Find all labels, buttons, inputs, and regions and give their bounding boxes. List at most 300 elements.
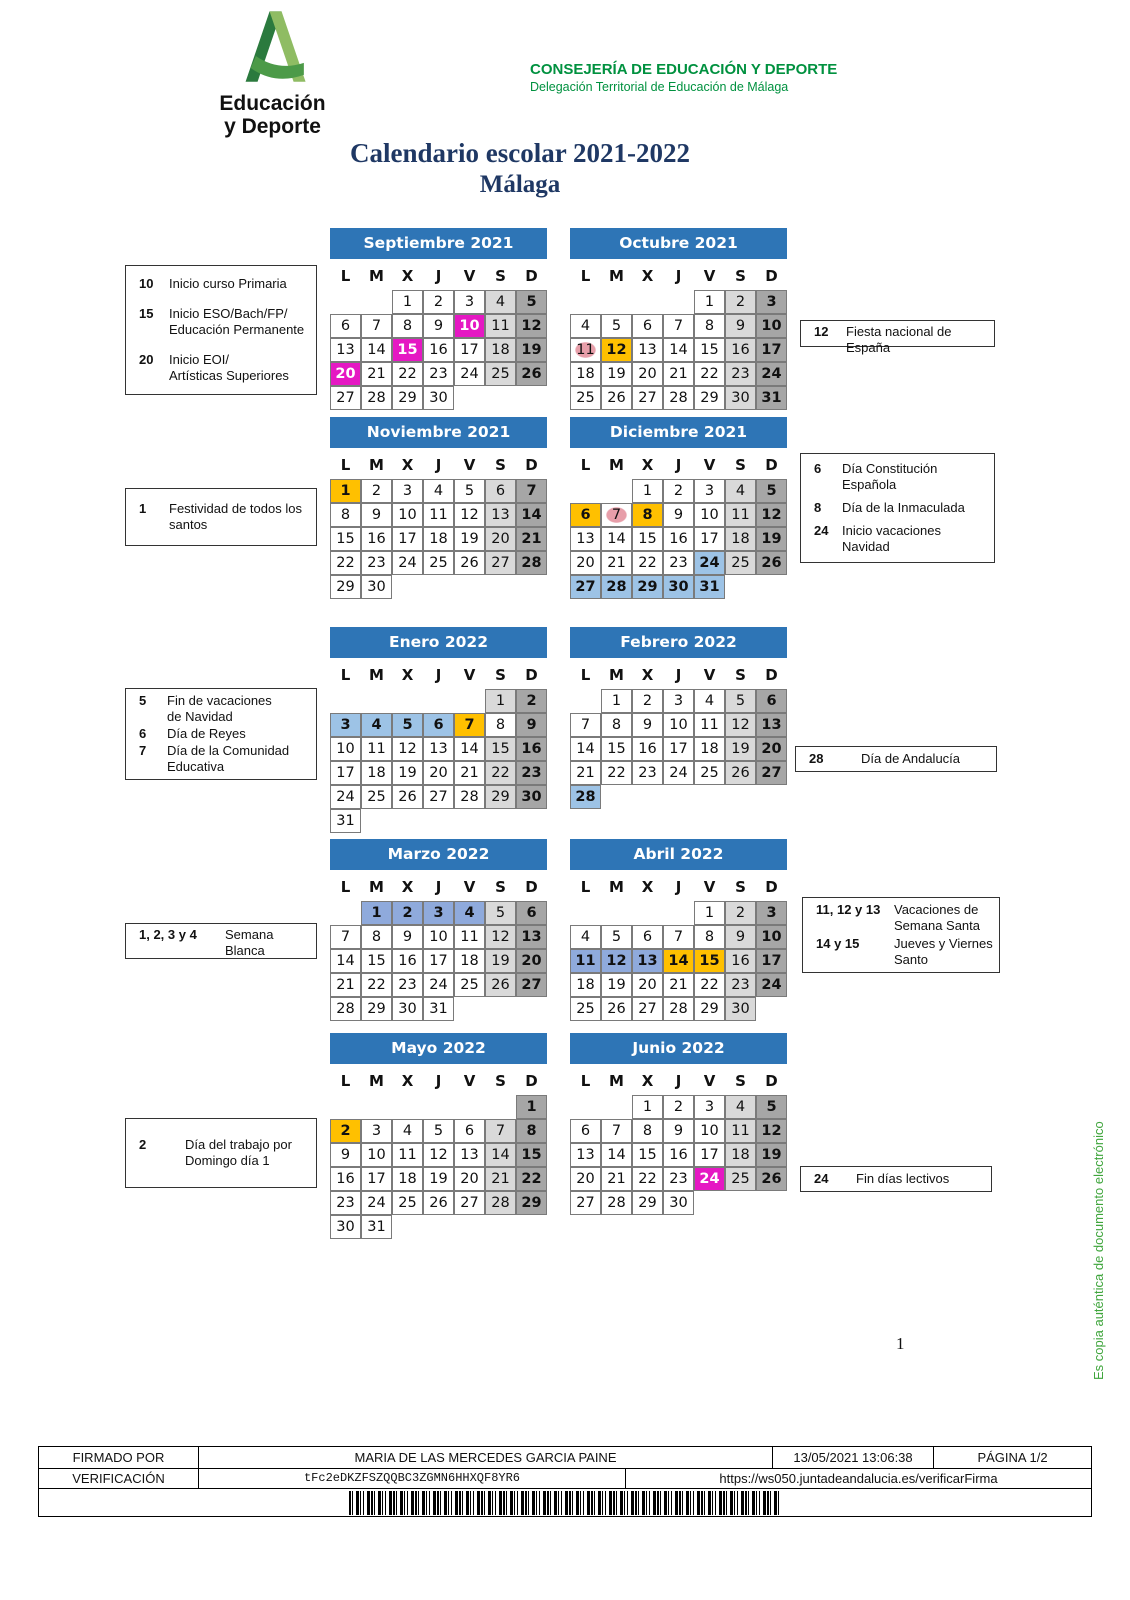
day-cell: 9	[663, 503, 694, 527]
weekday-letter: M	[369, 456, 384, 474]
empty-cell	[725, 1191, 756, 1215]
legend-enero	[125, 688, 317, 780]
weekday-letter: M	[609, 1072, 624, 1090]
month-title: Junio 2022	[570, 1033, 787, 1064]
weekday-letter: X	[641, 666, 654, 684]
weekday-header-row	[570, 451, 787, 479]
empty-cell	[392, 575, 423, 599]
day-cell: 17	[694, 527, 725, 551]
legend-abril	[802, 897, 1000, 973]
day-cell: 30	[423, 386, 454, 410]
signature-row	[38, 1446, 1092, 1469]
weekday-letter: V	[463, 1072, 476, 1090]
day-cell: 5	[756, 1095, 787, 1119]
day-cell: 27	[632, 997, 663, 1021]
day-cell: 15	[601, 737, 632, 761]
day-cell: 11	[361, 737, 392, 761]
day-cell: 19	[485, 949, 516, 973]
day-cell: 20	[632, 362, 663, 386]
day-cell: 11	[694, 713, 725, 737]
day-cell: 18	[361, 761, 392, 785]
empty-cell	[485, 386, 516, 410]
day-cell: 25	[725, 1167, 756, 1191]
weekday-letter: L	[340, 456, 351, 474]
day-cell: 20	[485, 527, 516, 551]
empty-cell	[516, 575, 547, 599]
month-grid	[330, 479, 547, 599]
legend-day-number: 6	[814, 460, 822, 476]
day-cell: 19	[601, 973, 632, 997]
day-cell: 10	[454, 314, 485, 338]
month-grid	[330, 290, 547, 410]
day-cell: 15	[694, 949, 725, 973]
day-cell: 22	[632, 1167, 663, 1191]
day-cell: 13	[454, 1143, 485, 1167]
weekday-letter: J	[435, 878, 442, 896]
day-cell: 9	[392, 925, 423, 949]
day-cell: 11	[485, 314, 516, 338]
day-cell: 16	[663, 1143, 694, 1167]
day-cell: 11	[725, 1119, 756, 1143]
day-cell: 26	[485, 973, 516, 997]
weekday-letter: M	[609, 267, 624, 285]
day-cell: 8	[485, 713, 516, 737]
day-cell: 3	[694, 479, 725, 503]
empty-cell	[725, 785, 756, 809]
weekday-letter: S	[495, 666, 506, 684]
day-cell: 15	[632, 527, 663, 551]
day-cell: 12	[601, 949, 632, 973]
day-cell: 24	[756, 973, 787, 997]
day-cell: 26	[423, 1191, 454, 1215]
day-cell: 9	[423, 314, 454, 338]
empty-cell	[392, 809, 423, 833]
day-cell: 29	[632, 1191, 663, 1215]
day-cell: 8	[330, 503, 361, 527]
day-cell: 16	[516, 737, 547, 761]
day-cell: 24	[361, 1191, 392, 1215]
day-cell: 22	[694, 362, 725, 386]
day-cell: 21	[330, 973, 361, 997]
day-cell: 3	[694, 1095, 725, 1119]
day-cell: 31	[694, 575, 725, 599]
legend-entry	[139, 693, 312, 725]
day-cell: 3	[756, 901, 787, 925]
day-cell: 31	[361, 1215, 392, 1239]
day-cell: 14	[663, 338, 694, 362]
day-cell: 30	[663, 1191, 694, 1215]
signature-datetime: 13/05/2021 13:06:38	[773, 1447, 934, 1468]
junta-andalucia-logo	[200, 8, 345, 138]
day-cell: 4	[570, 314, 601, 338]
day-cell: 22	[601, 761, 632, 785]
weekday-letter: J	[675, 456, 682, 474]
day-cell: 6	[423, 713, 454, 737]
month-marzo-2022	[330, 839, 547, 1021]
empty-cell	[570, 901, 601, 925]
day-cell: 17	[694, 1143, 725, 1167]
day-cell: 30	[361, 575, 392, 599]
day-cell: 10	[694, 503, 725, 527]
day-cell: 11	[392, 1143, 423, 1167]
day-cell: 3	[423, 901, 454, 925]
page-indicator: PÁGINA 1/2	[977, 1450, 1048, 1465]
day-cell: 21	[570, 761, 601, 785]
day-cell: 25	[454, 973, 485, 997]
empty-cell	[694, 1191, 725, 1215]
day-cell: 24	[694, 1167, 725, 1191]
day-cell: 19	[423, 1167, 454, 1191]
day-cell: 23	[330, 1191, 361, 1215]
legend-entry	[139, 1137, 312, 1169]
day-cell: 21	[663, 362, 694, 386]
month-grid	[330, 1095, 547, 1239]
day-cell: 10	[694, 1119, 725, 1143]
legend-text: Semana Blanca	[225, 927, 274, 958]
day-cell: 18	[570, 973, 601, 997]
day-cell: 16	[632, 737, 663, 761]
day-cell: 20	[570, 551, 601, 575]
empty-cell	[454, 997, 485, 1021]
day-cell: 7	[361, 314, 392, 338]
day-cell: 5	[756, 479, 787, 503]
day-cell: 28	[454, 785, 485, 809]
org-delegation: Delegación Territorial de Educación de Málaga	[530, 80, 789, 94]
day-cell: 2	[725, 290, 756, 314]
empty-cell	[454, 1215, 485, 1239]
empty-cell	[601, 901, 632, 925]
verification-label: VERIFICACIÓN	[39, 1469, 199, 1488]
empty-cell	[454, 1095, 485, 1119]
day-cell: 19	[725, 737, 756, 761]
day-cell: 2	[663, 1095, 694, 1119]
day-cell: 7	[601, 503, 632, 527]
day-cell: 25	[392, 1191, 423, 1215]
day-cell: 14	[663, 949, 694, 973]
day-cell: 28	[361, 386, 392, 410]
legend-entry	[816, 902, 995, 934]
day-cell: 27	[330, 386, 361, 410]
legend-entry	[139, 726, 312, 742]
day-cell: 18	[454, 949, 485, 973]
legend-entry	[139, 743, 312, 775]
day-cell: 2	[423, 290, 454, 314]
day-cell: 19	[756, 1143, 787, 1167]
day-cell: 28	[330, 997, 361, 1021]
day-cell: 11	[454, 925, 485, 949]
weekday-letter: L	[340, 267, 351, 285]
day-cell: 9	[632, 713, 663, 737]
month-grid	[570, 479, 787, 599]
day-cell: 19	[454, 527, 485, 551]
weekday-letter: V	[463, 267, 476, 285]
weekday-letter: D	[525, 1072, 538, 1090]
day-cell: 4	[694, 689, 725, 713]
day-cell: 30	[725, 386, 756, 410]
day-cell: 27	[632, 386, 663, 410]
day-cell: 20	[756, 737, 787, 761]
empty-cell	[392, 689, 423, 713]
day-cell: 21	[601, 551, 632, 575]
weekday-letter: M	[369, 666, 384, 684]
day-cell: 26	[516, 362, 547, 386]
weekday-letter: D	[765, 456, 778, 474]
day-cell: 1	[361, 901, 392, 925]
day-cell: 12	[756, 1119, 787, 1143]
day-cell: 4	[454, 901, 485, 925]
day-cell: 9	[663, 1119, 694, 1143]
legend-entry	[814, 1171, 987, 1187]
day-cell: 12	[601, 338, 632, 362]
empty-cell	[516, 1215, 547, 1239]
day-cell: 28	[485, 1191, 516, 1215]
legend-entry	[814, 500, 990, 516]
day-cell: 26	[392, 785, 423, 809]
weekday-letter: S	[495, 267, 506, 285]
legend-text: Festividad de todos los santos	[169, 501, 302, 532]
month-grid	[570, 901, 787, 1021]
day-cell: 29	[361, 997, 392, 1021]
day-cell: 15	[516, 1143, 547, 1167]
day-cell: 25	[485, 362, 516, 386]
month-enero-2022	[330, 627, 547, 833]
day-cell: 22	[392, 362, 423, 386]
empty-cell	[423, 1095, 454, 1119]
legend-septiembre	[125, 265, 317, 395]
day-cell: 4	[485, 290, 516, 314]
empty-cell	[330, 290, 361, 314]
weekday-letter: J	[675, 878, 682, 896]
day-cell: 17	[361, 1167, 392, 1191]
day-cell: 16	[663, 527, 694, 551]
day-cell: 29	[330, 575, 361, 599]
day-cell: 22	[330, 551, 361, 575]
empty-cell	[392, 1215, 423, 1239]
day-cell: 6	[516, 901, 547, 925]
day-cell: 28	[516, 551, 547, 575]
day-cell: 18	[485, 338, 516, 362]
day-cell: 21	[663, 973, 694, 997]
month-grid	[330, 689, 547, 833]
month-grid	[570, 290, 787, 410]
month-noviembre-2021	[330, 417, 547, 599]
day-cell: 6	[632, 314, 663, 338]
day-cell: 21	[516, 527, 547, 551]
day-cell: 20	[454, 1167, 485, 1191]
day-cell: 10	[423, 925, 454, 949]
weekday-letter: V	[703, 666, 716, 684]
day-cell: 31	[756, 386, 787, 410]
day-cell: 28	[601, 575, 632, 599]
day-cell: 8	[632, 503, 663, 527]
empty-cell	[516, 809, 547, 833]
legend-mayo	[125, 1118, 317, 1188]
weekday-letter: V	[463, 878, 476, 896]
day-cell: 1	[694, 290, 725, 314]
day-cell: 9	[361, 503, 392, 527]
day-cell: 23	[663, 551, 694, 575]
month-septiembre-2021	[330, 228, 547, 410]
weekday-letter: D	[765, 666, 778, 684]
day-cell: 7	[663, 314, 694, 338]
day-cell: 13	[485, 503, 516, 527]
day-cell: 19	[392, 761, 423, 785]
day-cell: 14	[601, 1143, 632, 1167]
day-cell: 11	[570, 949, 601, 973]
day-cell: 17	[392, 527, 423, 551]
day-cell: 13	[570, 1143, 601, 1167]
day-cell: 12	[454, 503, 485, 527]
weekday-letter: V	[703, 878, 716, 896]
day-cell: 22	[516, 1167, 547, 1191]
empty-cell	[454, 575, 485, 599]
day-cell: 30	[330, 1215, 361, 1239]
day-cell: 31	[330, 809, 361, 833]
day-cell: 14	[454, 737, 485, 761]
legend-text: Inicio curso Primaria	[169, 276, 287, 291]
day-cell: 3	[361, 1119, 392, 1143]
day-cell: 13	[570, 527, 601, 551]
empty-cell	[361, 689, 392, 713]
day-cell: 28	[601, 1191, 632, 1215]
day-cell: 14	[330, 949, 361, 973]
weekday-letter: L	[580, 1072, 591, 1090]
day-cell: 16	[392, 949, 423, 973]
day-cell: 17	[663, 737, 694, 761]
weekday-header-row	[330, 873, 547, 901]
legend-entry	[139, 276, 312, 292]
day-cell: 16	[330, 1167, 361, 1191]
empty-cell	[570, 290, 601, 314]
weekday-letter: X	[401, 666, 414, 684]
day-cell: 21	[361, 362, 392, 386]
weekday-letter: L	[580, 456, 591, 474]
day-cell: 13	[632, 949, 663, 973]
weekday-letter: M	[369, 1072, 384, 1090]
empty-cell	[454, 809, 485, 833]
weekday-letter: J	[435, 1072, 442, 1090]
day-cell: 9	[330, 1143, 361, 1167]
day-cell: 24	[423, 973, 454, 997]
month-title: Octubre 2021	[570, 228, 787, 259]
weekday-letter: J	[675, 267, 682, 285]
legend-text: Inicio ESO/Bach/FP/ Educación Permanente	[169, 306, 305, 337]
weekday-letter: X	[641, 1072, 654, 1090]
weekday-letter: M	[369, 267, 384, 285]
day-cell: 10	[330, 737, 361, 761]
day-cell: 18	[694, 737, 725, 761]
day-cell: 7	[570, 713, 601, 737]
day-cell: 15	[330, 527, 361, 551]
day-cell: 14	[516, 503, 547, 527]
day-cell: 22	[361, 973, 392, 997]
empty-cell	[361, 809, 392, 833]
weekday-letter: L	[580, 267, 591, 285]
day-cell: 26	[601, 997, 632, 1021]
day-cell: 16	[423, 338, 454, 362]
legend-entry	[139, 927, 312, 959]
weekday-letter: M	[609, 456, 624, 474]
day-cell: 5	[601, 925, 632, 949]
empty-cell	[632, 901, 663, 925]
empty-cell	[485, 575, 516, 599]
signed-by-label: FIRMADO POR	[39, 1447, 199, 1468]
weekday-header-row	[570, 262, 787, 290]
legend-entry	[809, 751, 992, 767]
day-cell: 27	[756, 761, 787, 785]
empty-cell	[601, 1095, 632, 1119]
day-cell: 12	[516, 314, 547, 338]
legend-day-number: 1	[139, 501, 147, 516]
day-cell: 8	[694, 925, 725, 949]
day-cell: 21	[454, 761, 485, 785]
day-cell: 4	[570, 925, 601, 949]
day-cell: 23	[632, 761, 663, 785]
legend-text: Día de la Inmaculada	[842, 499, 965, 515]
day-cell: 26	[601, 386, 632, 410]
day-cell: 8	[694, 314, 725, 338]
empty-cell	[570, 689, 601, 713]
day-cell: 7	[601, 1119, 632, 1143]
day-cell: 8	[632, 1119, 663, 1143]
day-cell: 20	[423, 761, 454, 785]
day-cell: 28	[570, 785, 601, 809]
day-cell: 2	[361, 479, 392, 503]
weekday-letter: S	[495, 1072, 506, 1090]
day-cell: 5	[485, 901, 516, 925]
weekday-letter: J	[675, 1072, 682, 1090]
day-cell: 31	[423, 997, 454, 1021]
legend-entry	[816, 936, 995, 968]
weekday-header-row	[570, 873, 787, 901]
weekday-letter: D	[525, 456, 538, 474]
legend-octubre	[800, 320, 995, 355]
barcode	[349, 1491, 781, 1515]
day-cell: 22	[694, 973, 725, 997]
day-cell: 10	[756, 925, 787, 949]
legend-entry	[814, 461, 990, 493]
day-cell: 4	[361, 713, 392, 737]
day-cell: 4	[725, 1095, 756, 1119]
month-diciembre-2021	[570, 417, 787, 599]
legend-text: Vacaciones de Semana Santa	[894, 902, 981, 933]
weekday-letter: S	[735, 1072, 746, 1090]
empty-cell	[570, 479, 601, 503]
day-cell: 2	[663, 479, 694, 503]
day-cell: 6	[485, 479, 516, 503]
weekday-letter: S	[495, 878, 506, 896]
month-octubre-2021	[570, 228, 787, 410]
page-number: 1	[896, 1334, 905, 1353]
day-cell: 24	[756, 362, 787, 386]
empty-cell	[663, 290, 694, 314]
legend-day-number: 28	[809, 751, 824, 766]
empty-cell	[485, 809, 516, 833]
empty-cell	[454, 386, 485, 410]
empty-cell	[756, 575, 787, 599]
signed-by-value: MARIA DE LAS MERCEDES GARCIA PAINE	[199, 1447, 773, 1468]
weekday-letter: V	[463, 456, 476, 474]
day-cell: 5	[516, 290, 547, 314]
authenticity-side-note: Es copia auténtica de documento electrónico	[1091, 1121, 1106, 1380]
day-cell: 13	[423, 737, 454, 761]
weekday-letter: D	[765, 878, 778, 896]
day-cell: 4	[423, 479, 454, 503]
day-cell: 8	[392, 314, 423, 338]
legend-entry	[814, 523, 990, 555]
month-title: Enero 2022	[330, 627, 547, 658]
day-cell: 24	[694, 551, 725, 575]
